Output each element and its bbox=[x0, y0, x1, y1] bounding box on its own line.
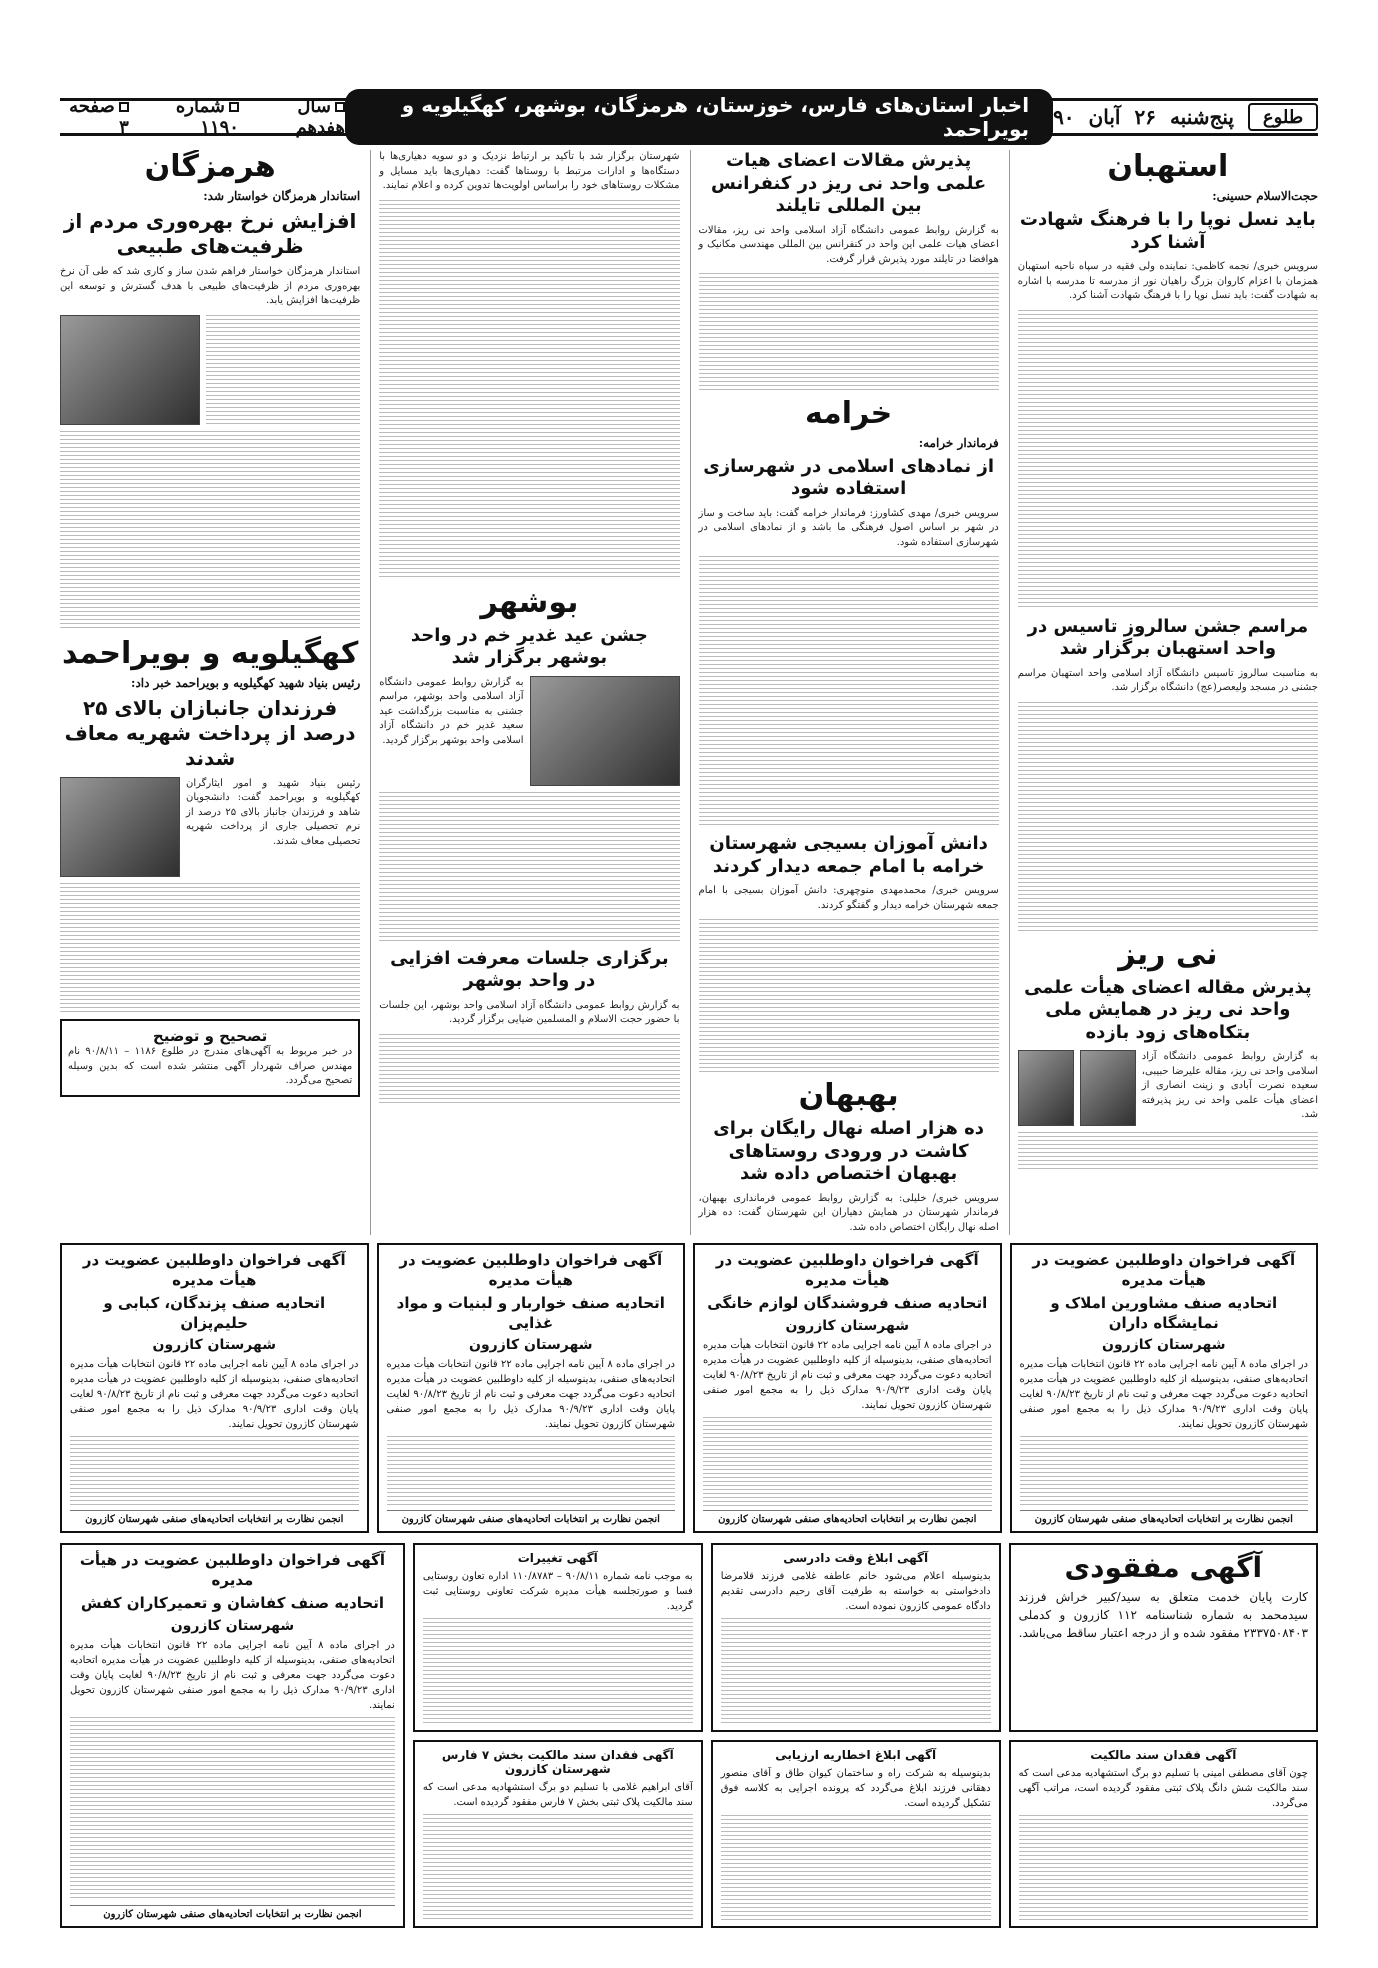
headline-neyriz-paper: پذیرش مقاله اعضای هیأت علمی واحد نی ریز در همایش ملی بتکاه‌های زود بازده bbox=[1024, 976, 1312, 1043]
text-lines bbox=[721, 1618, 991, 1724]
masthead-issue-block bbox=[60, 96, 345, 138]
ad-title: آگهی فراخوان داوطلبین عضویت در هیأت مدیره bbox=[1032, 1251, 1296, 1289]
ad-union-name: اتحادیه صنف پزندگان، کبابی و حلیم‌پزان bbox=[103, 1294, 326, 1332]
ad-union-real-estate bbox=[1010, 1243, 1319, 1533]
ad-city: شهرستان کازرون bbox=[152, 1337, 276, 1353]
correction-title: تصحیح و توضیح bbox=[152, 1026, 268, 1045]
kicker-khorameh: فرماندار خرامه: bbox=[918, 435, 999, 450]
headline-estahban: باید نسل نوپا را با فرهنگ شهادت آشنا کرد bbox=[1019, 209, 1316, 253]
headline-neyriz-conference: پذیرش مقالات اعضای هیات علمی واحد نی ریز در کنفرانس بین المللی تایلند bbox=[711, 150, 987, 216]
faculty-portrait-photo bbox=[1080, 1050, 1136, 1126]
neyriz-story bbox=[1018, 1050, 1318, 1126]
ad-changes-notice bbox=[413, 1543, 703, 1732]
ad-stack-center bbox=[413, 1543, 1001, 1928]
column-bushehr bbox=[370, 150, 679, 1235]
headline-kohgiluyeh: فرزندان جانبازان بالای ۲۵ درصد از پرداخت شهریه معاف شدند bbox=[64, 695, 356, 770]
text-lines bbox=[379, 792, 679, 942]
ad-union-name: اتحادیه صنف فروشندگان لوازم خانگی bbox=[707, 1294, 988, 1312]
ad-body: در اجرای ماده ۸ آیین نامه اجرایی ماده ۲۲ قانون انتخابات هیأت مدیره اتحادیه‌های صنفی، بدینوسیله از کلیه داوطلبین عضویت در هیأت مدیره اتحادیه دعوت می‌گردد جهت معرفی و ثبت نام از تاریخ ۹۰/۸/۲۳ لغایت پایان وقت اداری ۹۰/۹/۲۳ مدارک ذیل را به مجمع امور صنفی شهرستان کازرون تحویل نمایند. bbox=[70, 1639, 395, 1711]
issue-number: شماره ۱۱۹۰ bbox=[175, 96, 239, 138]
official-photo bbox=[60, 777, 180, 877]
ad-title: آگهی فراخوان داوطلبین عضویت در هیأت مدیره bbox=[79, 1551, 386, 1589]
body-estahban: سرویس خبری/ نجمه کاظمی: نماینده ولی فقیه در سپاه ناحیه استهبان همزمان با اعزام کاروان بزرگ راهیان نور از مدرسه تا مدرسه با اشاره به شهادت گفت: باید نسل نوپا را با فرهنگ شهادت آشنا کرد. bbox=[1017, 261, 1318, 301]
headline-behbahan: ده هزار اصله نهال رایگان برای کاشت در ورودی روستاهای بهبهان اختصاص داده شد bbox=[713, 1118, 984, 1184]
correction-box bbox=[60, 1019, 360, 1097]
headline-estahban-anniversary: مراسم جشن سالروز تاسیس در واحد استهبان برگزار شد bbox=[1027, 615, 1309, 659]
advertisements-area bbox=[60, 1243, 1318, 1928]
body-behbahan: سرویس خبری/ خلیلی: به گزارش روابط عمومی فرمانداری بهبهان، فرماندار شهرستان در همایش دهیاران این شهرستان گفت: ده هزار اصله نهال رایگان اختصاص داده شد. bbox=[698, 1192, 999, 1233]
section-title-estahban: استهبان bbox=[1107, 150, 1229, 184]
lost-deed-kazerun-body: آقای ابراهیم غلامی با تسلیم دو برگ استشهادیه مدعی است که سند مالکیت پلاک ثبتی بخش ۷ فارس مفقود گردیده است. bbox=[422, 1781, 693, 1808]
text-lines bbox=[423, 1618, 693, 1724]
body-khorameh-students: سرویس خبری/ محمدمهدی منوچهری: دانش آموزان بسیجی با امام جمعه شهرستان خرامه دیدار و گفتگو کردند. bbox=[698, 885, 999, 911]
body-estahban-anniversary: به مناسبت سالروز تاسیس دانشگاه آزاد اسلامی واحد استهبان مراسم جشنی در مسجد ولیعصر(عج) دانشگاه برگزار شد. bbox=[1017, 667, 1318, 693]
ad-body: در اجرای ماده ۸ آیین نامه اجرایی ماده ۲۲ قانون انتخابات هیأت مدیره اتحادیه‌های صنفی، بدینوسیله از کلیه داوطلبین عضویت در هیأت مدیره اتحادیه دعوت می‌گردد جهت معرفی و ثبت نام از تاریخ ۹۰/۸/۲۳ لغایت پایان وقت اداری ۹۰/۹/۲۳ مدارک ذیل را به مجمع امور صنفی شهرستان کازرون تحویل نمایند. bbox=[703, 1339, 992, 1411]
body-kohgiluyeh: رئیس بنیاد شهید و امور ایثارگران کهگیلویه و بویراحمد گفت: دانشجویان شاهد و فرزندان جانباز بالای ۲۵ درصد از نرم تحصیلی جاری از پرداخت شهریه تحصیلی معاف شدند. bbox=[186, 777, 361, 847]
ad-union-kebab bbox=[60, 1243, 369, 1533]
text-lines bbox=[1018, 702, 1318, 932]
ad-lost-deed bbox=[1009, 1740, 1318, 1929]
body-behbahan-rural: شهرستان برگزار شد با تأکید بر ارتباط نزدیک و دو سویه دهیاری‌ها با دستگاه‌ها و ادارات مرتبط با روستاها گفت: دهیاری‌ها باید مسایل و مشکلات روستاهای خود را براساس اولویت‌ها تدوین کرده و اعلام نمایند. bbox=[379, 151, 680, 191]
ad-stack-right bbox=[1009, 1543, 1318, 1928]
text-lines bbox=[699, 556, 999, 827]
kicker-estahban: حجت‌الاسلام حسینی: bbox=[1212, 189, 1318, 203]
issue-date-day: ۲۶ bbox=[1134, 105, 1156, 129]
text-lines bbox=[423, 1814, 693, 1921]
correction-body: در خبر مربوط به آگهی‌های مندرج در طلوع ۱۱۸۶ – ۹۰/۸/۱۱ نام مهندس صراف شهردار آگهی منتشر شده است که بدین وسیله تصحیح می‌گردد. bbox=[68, 1046, 353, 1087]
text-lines bbox=[379, 1034, 679, 1104]
lost-card-body: کارت پایان خدمت متعلق به سید/کبیر خراش فرزند سیدمحمد به شماره شناسنامه ۱۱۲ کازرون و کدملی ۲۳۳۷۵۰۸۴۰۳ مفقود شده و از درجه اعتبار ساقط می‌باشد. bbox=[1018, 1590, 1309, 1640]
text-lines bbox=[1019, 1815, 1308, 1921]
square-bullet-icon bbox=[229, 102, 239, 112]
ad-union-shoemakers bbox=[60, 1543, 405, 1928]
kohgiluyeh-story bbox=[60, 777, 360, 877]
issue-date-month: آبان bbox=[1088, 105, 1121, 129]
newspaper-logo: طلوع bbox=[1248, 103, 1318, 131]
ad-city: شهرستان کازرون bbox=[170, 1617, 295, 1634]
hearing-notice-title: آگهی ابلاغ وقت دادرسی bbox=[783, 1551, 929, 1565]
body-bushehr-ghadir: به گزارش روابط عمومی دانشگاه آزاد اسلامی واحد بوشهر، مراسم جشنی به مناسبت بزرگداشت عید سعید غدیر خم در دانشگاه آزاد اسلامی واحد بوشهر برگزار گردید. bbox=[379, 676, 524, 746]
masthead-date-block bbox=[1053, 103, 1318, 131]
text-lines bbox=[1020, 1436, 1309, 1506]
ad-union-grocery bbox=[377, 1243, 686, 1533]
square-bullet-icon bbox=[119, 102, 129, 112]
text-lines bbox=[60, 431, 360, 631]
issue-date-year: ۹۰ bbox=[1053, 105, 1075, 129]
faculty-portrait-photo bbox=[1018, 1050, 1074, 1126]
lost-deed-title: آگهی فقدان سند مالکیت bbox=[1090, 1747, 1237, 1762]
ad-city: شهرستان کازرون bbox=[785, 1317, 909, 1334]
lost-deed-body: چون آقای مصطفی امینی با تسلیم دو برگ استشهادیه مدعی است که سند مالکیت شش دانگ پلاک ثبتی مفقود گردیده است، مراتب آگهی می‌گردد. bbox=[1018, 1767, 1308, 1809]
text-lines bbox=[70, 1436, 359, 1506]
governor-photo bbox=[60, 315, 200, 425]
ad-body: در اجرای ماده ۸ آیین نامه اجرایی ماده ۲۲ قانون انتخابات هیأت مدیره اتحادیه‌های صنفی، بدینوسیله از کلیه داوطلبین عضویت در هیأت مدیره اتحادیه دعوت می‌گردد جهت معرفی و ثبت نام از تاریخ ۹۰/۸/۲۳ لغایت پایان وقت اداری ۹۰/۹/۲۳ مدارک ذیل را به مجمع امور صنفی شهرستان کازرون تحویل نمایند. bbox=[70, 1359, 359, 1430]
lost-card-title: آگهی مفقودی bbox=[1064, 1551, 1263, 1584]
ad-union-appliances bbox=[693, 1243, 1002, 1533]
ad-city: شهرستان کازرون bbox=[469, 1337, 593, 1353]
ad-title: آگهی فراخوان داوطلبین عضویت در هیأت مدیره bbox=[399, 1251, 663, 1289]
lost-deed-kazerun-title: آگهی فقدان سند مالکیت بخش ۷ فارس شهرستان کازرون bbox=[441, 1747, 674, 1776]
ad-lost-card bbox=[1009, 1543, 1318, 1732]
ad-union-name: اتحادیه صنف مشاورین املاک و نمایشگاه داران bbox=[1050, 1294, 1278, 1332]
text-lines bbox=[206, 315, 360, 425]
text-lines bbox=[1018, 310, 1318, 610]
ad-body: در اجرای ماده ۸ آیین نامه اجرایی ماده ۲۲ قانون انتخابات هیأت مدیره اتحادیه‌های صنفی، بدینوسیله از کلیه داوطلبین عضویت در هیأت مدیره اتحادیه دعوت می‌گردد جهت معرفی و ثبت نام از تاریخ ۹۰/۸/۲۳ لغایت پایان وقت اداری ۹۰/۹/۲۳ مدارک ذیل را به مجمع امور صنفی شهرستان کازرون تحویل نمایند. bbox=[1019, 1359, 1309, 1430]
section-banner: اخبار استان‌های فارس، خوزستان، هرمزگان، بوشهر، کهگیلویه و بویراحمد bbox=[345, 89, 1053, 145]
body-hormozgan: استاندار هرمزگان خواستار فراهم شدن ساز و کاری شد که طی آن نرخ بهره‌وری مردم از ظرفیت‌های طبیعی با هدف گسترش و توسعه این ظرفیت‌ها افزایش یابد. bbox=[60, 266, 361, 306]
ad-body: در اجرای ماده ۸ آیین نامه اجرایی ماده ۲۲ قانون انتخابات هیأت مدیره اتحادیه‌های صنفی، بدینوسیله از کلیه داوطلبین عضویت در هیأت مدیره اتحادیه دعوت می‌گردد جهت معرفی و ثبت نام از تاریخ ۹۰/۸/۲۳ لغایت پایان وقت اداری ۹۰/۹/۲۳ مدارک ذیل را به مجمع امور صنفی شهرستان کازرون تحویل نمایند. bbox=[386, 1359, 676, 1430]
articles-area bbox=[60, 150, 1318, 1235]
page-number: صفحه ۳ bbox=[69, 96, 129, 138]
text-lines bbox=[699, 919, 999, 1073]
ad-title: آگهی فراخوان داوطلبین عضویت در هیأت مدیره bbox=[82, 1251, 346, 1289]
ad-evaluation-notice bbox=[711, 1740, 1001, 1929]
ad-footer: انجمن نظارت بر انتخابات اتحادیه‌های صنفی شهرستان کازرون bbox=[703, 1510, 992, 1525]
bushehr-story bbox=[379, 676, 679, 786]
ad-lost-deed-kazerun bbox=[413, 1740, 703, 1929]
body-neyriz-conference: به گزارش روابط عمومی دانشگاه آزاد اسلامی واحد نی ریز، مقالات اعضای هیات علمی این واحد در کنفرانس بین المللی مهندسی مکانیک و هوافضا در تایلند مورد پذیرش قرار گرفت. bbox=[698, 224, 999, 265]
column-estahban bbox=[1009, 150, 1318, 1235]
ad-hearing-notice bbox=[711, 1543, 1001, 1732]
changes-notice-body: به موجب نامه شماره ۹۰/۸/۱۱ – ۱۱۰/۸۷۸۳ اداره تعاون روستایی فسا و صورتجلسه هیأت مدیره شرکت تعاونی روستایی ثبت گردید. bbox=[422, 1571, 693, 1612]
kicker-kohgiluyeh: رئیس بنیاد شهید کهگیلویه و بویراحمد خبر داد: bbox=[131, 675, 361, 690]
body-khorameh: سرویس خبری/ مهدی کشاورز: فرماندار خرامه گفت: باید ساخت و ساز در شهر بر اساس اصول فرهنگی ما باشد و از نمادهای اسلامی در شهرسازی استفاده شود. bbox=[698, 507, 999, 548]
text-lines bbox=[699, 273, 999, 391]
column-khorameh bbox=[690, 150, 999, 1235]
body-bushehr-sessions: به گزارش روابط عمومی دانشگاه آزاد اسلامی واحد بوشهر، این جلسات با حضور حجت الاسلام و المسلمین ضیایی برگزار گردید. bbox=[379, 999, 680, 1025]
text-lines bbox=[379, 200, 679, 580]
evaluation-notice-title: آگهی ابلاغ اخطاریه ارزیابی bbox=[775, 1747, 937, 1762]
section-title-bushehr: بوشهر bbox=[480, 584, 579, 620]
section-title-khorameh: خرامه bbox=[804, 395, 893, 431]
ad-notices-top bbox=[413, 1543, 1001, 1732]
headline-khorameh-students: دانش آموزان بسیجی شهرستان خرامه با امام جمعه دیدار کردند bbox=[709, 833, 988, 877]
changes-notice-title: آگهی تغییرات bbox=[517, 1551, 598, 1565]
section-title-hormozgan: هرمزگان bbox=[144, 150, 276, 184]
text-lines bbox=[703, 1417, 992, 1507]
ad-city: شهرستان کازرون bbox=[1102, 1337, 1226, 1353]
ad-footer: انجمن نظارت بر انتخابات اتحادیه‌های صنفی شهرستان کازرون bbox=[387, 1510, 676, 1525]
section-title-kohgiluyeh: کهگیلویه و بویراحمد bbox=[61, 635, 359, 671]
kicker-hormozgan: استاندار هرمزگان خواستار شد: bbox=[203, 189, 361, 203]
ad-union-name: اتحادیه صنف کفاشان و تعمیرکاران کفش bbox=[80, 1594, 385, 1612]
headline-khorameh: از نمادهای اسلامی در شهرسازی استفاده شود bbox=[703, 455, 994, 500]
headline-hormozgan: افزایش نرخ بهره‌وری مردم از ظرفیت‌های طبیعی bbox=[63, 209, 357, 258]
text-lines bbox=[60, 883, 360, 1013]
headline-bushehr-ghadir: جشن عید غدیر خم در واحد بوشهر برگزار شد bbox=[410, 624, 648, 668]
section-title-neyriz: نی ریز bbox=[1118, 936, 1218, 972]
neyriz-photos bbox=[1018, 1050, 1136, 1126]
hormozgan-story bbox=[60, 315, 360, 425]
speaker-photo bbox=[530, 676, 680, 786]
column-hormozgan bbox=[60, 150, 360, 1235]
ad-row-top bbox=[60, 1243, 1318, 1533]
ad-row-bottom bbox=[60, 1543, 1318, 1928]
text-lines bbox=[387, 1436, 676, 1506]
text-lines bbox=[721, 1815, 991, 1921]
masthead bbox=[60, 93, 1318, 141]
ad-footer: انجمن نظارت بر انتخابات اتحادیه‌های صنفی شهرستان کازرون bbox=[70, 1905, 395, 1920]
evaluation-notice-body: بدینوسیله به شرکت راه و ساختمان کیوان طاق و آقای منصور دهقانی فرزند ابلاغ می‌گردد که پرونده اجرایی به کلاسه فوق تشکیل گردیده است. bbox=[720, 1767, 991, 1809]
text-lines bbox=[70, 1717, 395, 1902]
ad-footer: انجمن نظارت بر انتخابات اتحادیه‌های صنفی شهرستان کازرون bbox=[70, 1510, 359, 1525]
year-label: سال هفدهم bbox=[295, 96, 345, 138]
headline-bushehr-sessions: برگزاری جلسات معرفت افزایی در واحد بوشهر bbox=[390, 947, 669, 991]
ad-footer: انجمن نظارت بر انتخابات اتحادیه‌های صنفی شهرستان کازرون bbox=[1020, 1510, 1309, 1525]
ad-notices-bottom bbox=[413, 1740, 1001, 1929]
ad-union-name: اتحادیه صنف خواربار و لبنیات و مواد غذایی bbox=[396, 1294, 665, 1332]
section-title-behbahan: بهبهان bbox=[798, 1078, 899, 1113]
hearing-notice-body: بدینوسیله اعلام می‌شود خانم عاطفه غلامی فرزند قلامرضا دادخواستی به خواسته به طرفیت آقای رحیم دادرسی تقدیم دادگاه عمومی کازرون نموده است. bbox=[720, 1571, 991, 1612]
body-neyriz-paper: به گزارش روابط عمومی دانشگاه آزاد اسلامی واحد نی ریز، مقاله علیرضا حبیبی، سعیده نصرت آبادی و زینت انصاری از اعضای هیأت علمی واحد نی ریز پذیرفته شد. bbox=[1141, 1051, 1318, 1120]
issue-day: پنج‌شنبه bbox=[1169, 105, 1234, 129]
ad-title: آگهی فراخوان داوطلبین عضویت در هیأت مدیره bbox=[715, 1251, 979, 1289]
square-bullet-icon bbox=[335, 102, 345, 112]
text-lines bbox=[1018, 1132, 1318, 1172]
